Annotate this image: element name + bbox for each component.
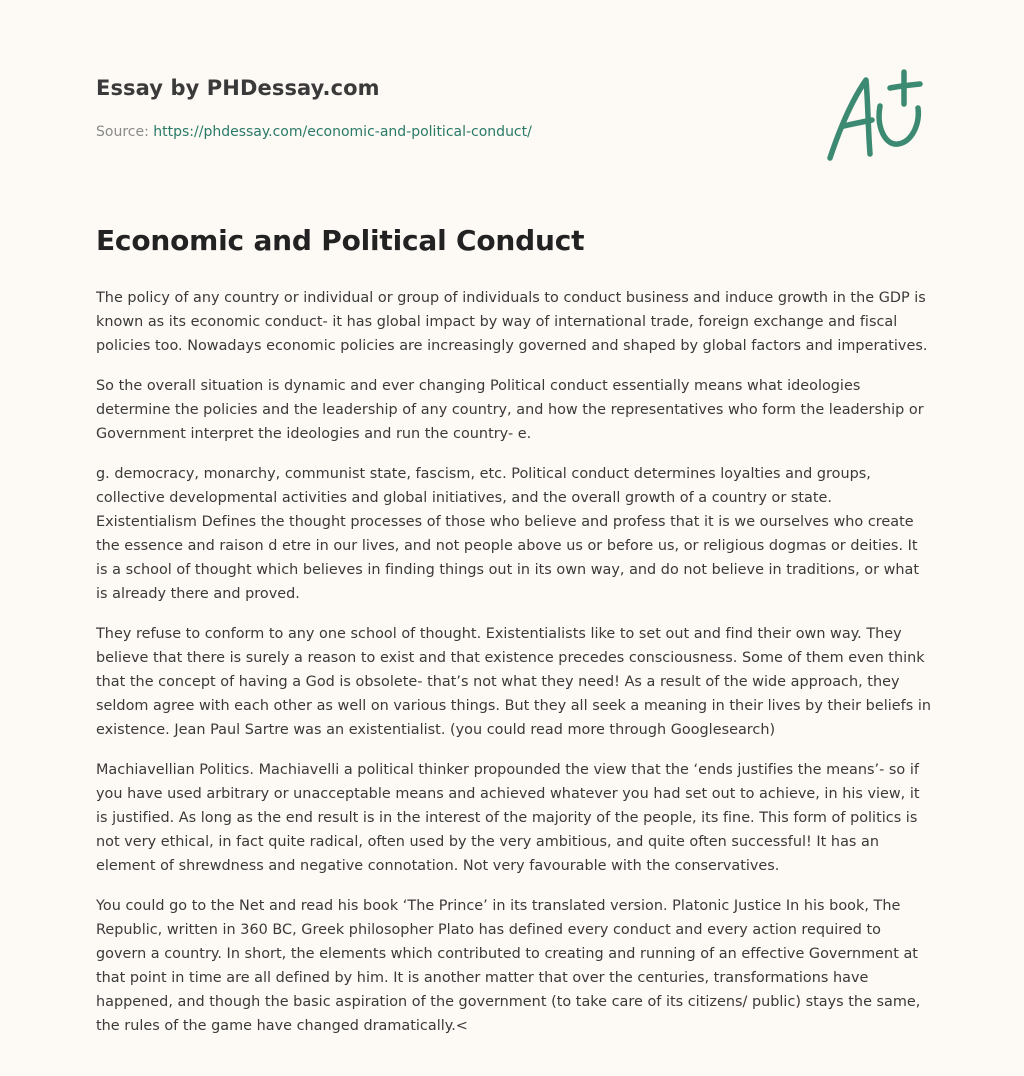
- source-link[interactable]: https://phdessay.com/economic-and-political-conduct/: [153, 124, 532, 140]
- paragraph: So the overall situation is dynamic and ever changing Political conduct essentially means what ideologies determine the policies and the leadership of any country, and how the representatives who form the leadership or Government interpret the ideologies and run the country- e.: [96, 378, 924, 442]
- brand-title: Essay by PHDessay.com: [96, 76, 380, 100]
- paragraph: They refuse to conform to any one school of thought. Existentialists like to set out and find their own way. They believe that there is surely a reason to exist and that existence precedes consciousness. Some of them even think that the concept of having a God is obsolete- that’s not what they need! As a result of the wide approach, they seldom agree with each other as well on various things. But they all seek a meaning in their lives by their beliefs in existence. Jean Paul Sartre was an existentialist. (you could read more through Googlesearch): [96, 626, 931, 738]
- source-label: Source:: [96, 124, 154, 140]
- a-plus-grade-icon: [822, 66, 932, 166]
- paragraph: You could go to the Net and read his book ‘The Prince’ in its translated version. Platonic Justice In his book, The Republic, written in 360 BC, Greek philosopher Plato has defined every conduct and every action required to govern a country. In short, the elements which contributed to creating and running of an effective Government at that point in time are all defined by him. It is another matter that over the centuries, transformations have happened, and though the basic aspiration of the government (to take care of its citizens/ public) stays the same, the rules of the game have changed dramatically.<: [96, 898, 921, 1034]
- paragraph: g. democracy, monarchy, communist state, fascism, etc. Political conduct determines loyalties and groups, collective developmental activities and global initiatives, and the overall growth of a country or state. Existentialism Defines the thought processes of those who believe and profess that it is we ourselves who create the essence and raison d etre in our lives, and not people above us or before us, or religious dogmas or deities. It is a school of thought which believes in finding things out in its own way, and do not believe in traditions, or what is already there and proved.: [96, 466, 920, 602]
- paragraph: Machiavellian Politics. Machiavelli a political thinker propounded the view that the ‘ends justifies the means’- so if you have used arbitrary or unacceptable means and achieved whatever you had set out to achieve, in his view, it is justified. As long as the end result is in the interest of the majority of the people, its fine. This form of politics is not very ethical, in fact quite radical, often used by the very ambitious, and quite often successful! It has an element of shrewdness and negative connotation. Not very favourable with the conservatives.: [96, 762, 920, 874]
- essay-body: [96, 286, 932, 1054]
- source-line: [96, 124, 532, 140]
- paragraph: The policy of any country or individual or group of individuals to conduct business and induce growth in the GDP is known as its economic conduct- it has global impact by way of international trade, foreign exchange and fiscal policies too. Nowadays economic policies are increasingly governed and shaped by global factors and imperatives.: [96, 290, 928, 354]
- essay-title: Economic and Political Conduct: [96, 224, 585, 257]
